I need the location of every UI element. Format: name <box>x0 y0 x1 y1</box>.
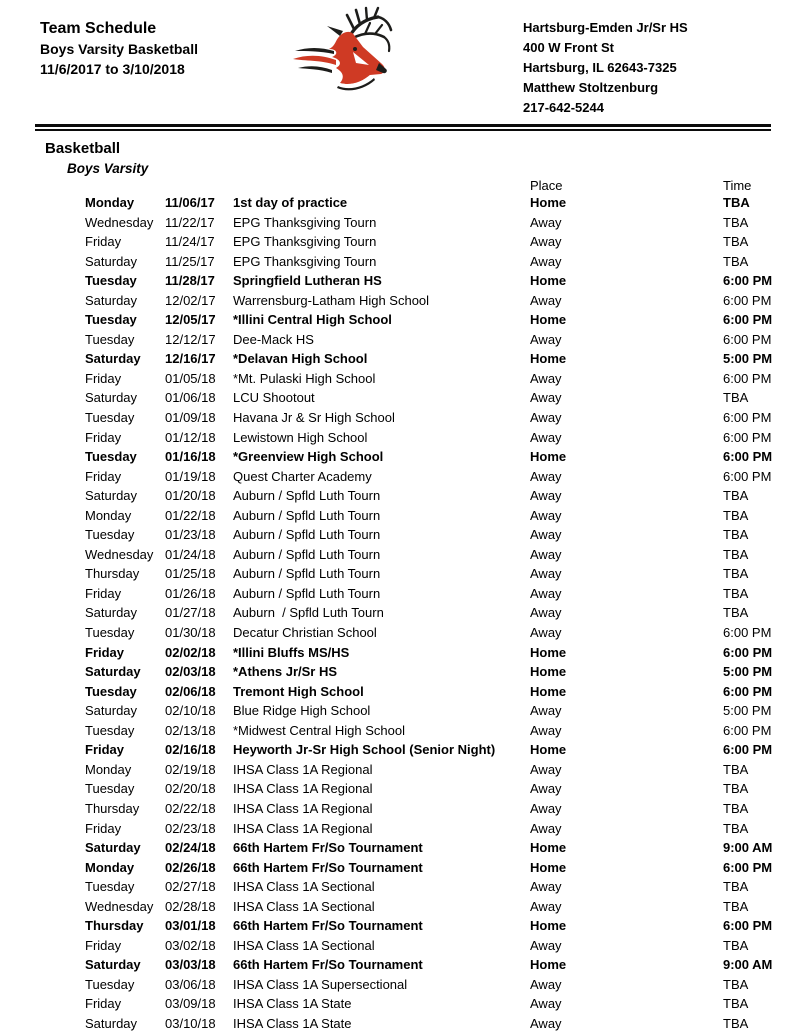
schedule-row <box>0 779 800 799</box>
row-day: Friday <box>85 742 125 758</box>
schedule-row <box>0 897 800 917</box>
stag-head-icon <box>293 6 393 92</box>
schedule-row <box>0 877 800 897</box>
row-time: 5:00 PM <box>723 703 772 719</box>
row-time: TBA <box>723 820 749 836</box>
row-day: Friday <box>85 996 122 1012</box>
row-time: 6:00 PM <box>723 429 772 445</box>
row-event: *Midwest Central High School <box>233 722 405 738</box>
row-time: 6:00 PM <box>723 312 773 328</box>
row-event: IHSA Class 1A Sectional <box>233 898 375 914</box>
row-day: Friday <box>85 644 125 660</box>
title-block <box>40 18 198 79</box>
row-date: 01/16/18 <box>165 449 216 465</box>
row-time: TBA <box>723 585 749 601</box>
row-event: 66th Hartem Fr/So Tournament <box>233 918 423 934</box>
row-date: 01/26/18 <box>165 585 216 601</box>
row-date: 02/26/18 <box>165 859 216 875</box>
row-day: Saturday <box>85 1015 138 1031</box>
row-time: TBA <box>723 605 749 621</box>
row-day: Wednesday <box>85 546 154 562</box>
row-event: *Illini Bluffs MS/HS <box>233 644 350 660</box>
row-day: Saturday <box>85 840 141 856</box>
row-event: 66th Hartem Fr/So Tournament <box>233 840 423 856</box>
row-date: 03/09/18 <box>165 996 216 1012</box>
schedule-row <box>0 271 800 291</box>
row-day: Tuesday <box>85 781 135 797</box>
row-day: Tuesday <box>85 527 135 543</box>
row-time: TBA <box>723 879 749 895</box>
phone-number: 217-642-5244 <box>523 100 604 115</box>
row-day: Tuesday <box>85 879 135 895</box>
row-place: Away <box>530 761 562 777</box>
row-time: TBA <box>723 566 749 582</box>
row-event: Tremont High School <box>233 683 364 699</box>
row-day: Saturday <box>85 351 141 367</box>
row-day: Wednesday <box>85 214 154 230</box>
row-place: Away <box>530 234 562 250</box>
row-time: TBA <box>723 781 749 797</box>
row-time: 6:00 PM <box>723 273 773 289</box>
row-event: Decatur Christian School <box>233 625 377 641</box>
schedule-row <box>0 1014 800 1034</box>
row-time: 6:00 PM <box>723 625 772 641</box>
schedule-row <box>0 291 800 311</box>
row-date: 03/06/18 <box>165 976 216 992</box>
row-day: Tuesday <box>85 449 137 465</box>
row-date: 12/05/17 <box>165 312 216 328</box>
row-time: 9:00 AM <box>723 957 773 973</box>
row-day: Tuesday <box>85 331 135 347</box>
row-event: IHSA Class 1A Supersectional <box>233 976 408 992</box>
row-event: EPG Thanksgiving Tourn <box>233 214 377 230</box>
row-day: Friday <box>85 234 122 250</box>
row-event: Auburn / Spfld Luth Tourn <box>233 488 381 504</box>
schedule-row <box>0 975 800 995</box>
row-place: Away <box>530 429 562 445</box>
row-day: Tuesday <box>85 722 135 738</box>
row-place: Away <box>530 390 562 406</box>
schedule-row <box>0 506 800 526</box>
row-day: Thursday <box>85 566 140 582</box>
row-day: Tuesday <box>85 410 135 426</box>
row-time: 6:00 PM <box>723 449 773 465</box>
row-time: 6:00 PM <box>723 370 772 386</box>
row-place: Away <box>530 214 562 230</box>
row-date: 03/01/18 <box>165 918 216 934</box>
row-place: Away <box>530 468 562 484</box>
row-time: TBA <box>723 1015 749 1031</box>
row-day: Tuesday <box>85 273 137 289</box>
row-event: 1st day of practice <box>233 195 348 210</box>
row-event: Auburn / Spfld Luth Tourn <box>233 566 381 582</box>
row-time: 5:00 PM <box>723 351 773 367</box>
row-time: 6:00 PM <box>723 918 773 934</box>
contact-name: Matthew Stoltzenburg <box>523 80 659 95</box>
row-time: TBA <box>723 996 749 1012</box>
row-time: TBA <box>723 800 749 816</box>
row-day: Friday <box>85 370 122 386</box>
schedule-table <box>0 178 800 1034</box>
row-day: Saturday <box>85 253 138 269</box>
schedule-row <box>0 193 800 213</box>
column-headers <box>0 178 800 193</box>
row-date: 01/05/18 <box>165 370 216 386</box>
row-day: Saturday <box>85 292 138 308</box>
schedule-row <box>0 232 800 252</box>
row-date: 01/30/18 <box>165 625 216 641</box>
row-event: Auburn / Spfld Luth Tourn <box>233 605 384 621</box>
row-date: 01/06/18 <box>165 390 216 406</box>
row-date: 01/09/18 <box>165 410 216 426</box>
stag-mascot-logo <box>293 6 393 92</box>
row-event: IHSA Class 1A Sectional <box>233 879 375 895</box>
row-day: Tuesday <box>85 683 137 699</box>
row-place: Away <box>530 410 562 426</box>
row-time: 6:00 PM <box>723 722 772 738</box>
row-date: 03/02/18 <box>165 937 216 953</box>
row-date: 11/25/17 <box>165 253 215 269</box>
row-date: 01/22/18 <box>165 507 216 523</box>
row-date: 02/27/18 <box>165 879 216 895</box>
row-day: Saturday <box>85 488 138 504</box>
row-day: Saturday <box>85 703 138 719</box>
header-divider <box>35 124 771 131</box>
row-place: Away <box>530 703 562 719</box>
row-place: Home <box>530 273 567 289</box>
row-day: Friday <box>85 585 122 601</box>
row-date: 01/25/18 <box>165 566 216 582</box>
row-time: TBA <box>723 488 749 504</box>
row-place: Home <box>530 351 567 367</box>
team-title: Boys Varsity <box>67 161 149 176</box>
row-place: Away <box>530 331 562 347</box>
row-event: *Delavan High School <box>233 351 368 367</box>
row-event: *Athens Jr/Sr HS <box>233 664 338 680</box>
row-event: 66th Hartem Fr/So Tournament <box>233 859 423 875</box>
row-day: Friday <box>85 820 122 836</box>
row-event: EPG Thanksgiving Tourn <box>233 234 377 250</box>
row-event: Auburn / Spfld Luth Tourn <box>233 546 381 562</box>
row-event: EPG Thanksgiving Tourn <box>233 253 377 269</box>
row-day: Monday <box>85 859 135 875</box>
row-event: IHSA Class 1A Sectional <box>233 937 375 953</box>
row-time: TBA <box>723 898 749 914</box>
row-place: Away <box>530 507 562 523</box>
row-date: 11/06/17 <box>165 195 215 210</box>
row-place: Home <box>530 742 567 758</box>
row-date: 02/02/18 <box>165 644 216 660</box>
row-time: 9:00 AM <box>723 840 773 856</box>
row-time: TBA <box>723 214 749 230</box>
row-place: Away <box>530 1015 562 1031</box>
schedule-row <box>0 349 800 369</box>
row-date: 02/24/18 <box>165 840 216 856</box>
row-event: 66th Hartem Fr/So Tournament <box>233 957 423 973</box>
row-place: Away <box>530 546 562 562</box>
schedule-row <box>0 545 800 565</box>
row-date: 02/23/18 <box>165 820 216 836</box>
row-event: IHSA Class 1A Regional <box>233 820 373 836</box>
schedule-row <box>0 564 800 584</box>
row-day: Thursday <box>85 800 140 816</box>
address-line-1: 400 W Front St <box>523 40 615 55</box>
row-date: 02/28/18 <box>165 898 216 914</box>
row-time: TBA <box>723 976 749 992</box>
row-day: Saturday <box>85 957 141 973</box>
row-time: TBA <box>723 390 749 406</box>
row-place: Away <box>530 292 562 308</box>
row-place: Away <box>530 527 562 543</box>
row-place: Away <box>530 566 562 582</box>
schedule-row <box>0 369 800 389</box>
row-day: Monday <box>85 761 132 777</box>
row-time: 6:00 PM <box>723 468 772 484</box>
row-date: 11/28/17 <box>165 273 215 289</box>
schedule-row <box>0 388 800 408</box>
row-day: Friday <box>85 937 122 953</box>
row-time: 6:00 PM <box>723 683 773 699</box>
row-date: 03/10/18 <box>165 1015 216 1031</box>
row-event: Blue Ridge High School <box>233 703 371 719</box>
row-event: Quest Charter Academy <box>233 468 372 484</box>
row-place: Home <box>530 664 567 680</box>
row-date: 02/20/18 <box>165 781 216 797</box>
row-time: TBA <box>723 234 749 250</box>
row-place: Away <box>530 722 562 738</box>
row-date: 02/06/18 <box>165 683 216 699</box>
row-place: Home <box>530 840 567 856</box>
row-place: Home <box>530 683 567 699</box>
row-event: IHSA Class 1A Regional <box>233 800 373 816</box>
row-date: 02/22/18 <box>165 800 216 816</box>
row-date: 11/24/17 <box>165 234 215 250</box>
row-date: 12/16/17 <box>165 351 216 367</box>
schedule-row <box>0 916 800 936</box>
row-place: Away <box>530 937 562 953</box>
schedule-row <box>0 330 800 350</box>
schedule-row <box>0 799 800 819</box>
date-range: 11/6/2017 to 3/10/2018 <box>40 61 185 77</box>
row-date: 03/03/18 <box>165 957 216 973</box>
row-place: Home <box>530 918 567 934</box>
row-place: Away <box>530 800 562 816</box>
row-place: Away <box>530 585 562 601</box>
schedule-row <box>0 760 800 780</box>
row-place: Away <box>530 898 562 914</box>
row-time: TBA <box>723 761 749 777</box>
row-day: Saturday <box>85 605 138 621</box>
row-day: Monday <box>85 195 135 210</box>
row-place: Home <box>530 449 567 465</box>
row-time: 6:00 PM <box>723 644 773 660</box>
schedule-row <box>0 858 800 878</box>
schedule-row <box>0 213 800 233</box>
schedule-row <box>0 310 800 330</box>
row-date: 01/27/18 <box>165 605 216 621</box>
row-time: 6:00 PM <box>723 331 772 347</box>
row-event: Springfield Lutheran HS <box>233 273 382 289</box>
row-day: Saturday <box>85 664 141 680</box>
row-day: Wednesday <box>85 898 154 914</box>
row-date: 01/23/18 <box>165 527 216 543</box>
row-time: 6:00 PM <box>723 859 773 875</box>
row-day: Tuesday <box>85 625 135 641</box>
schedule-row <box>0 408 800 428</box>
row-place: Away <box>530 370 562 386</box>
row-event: Dee-Mack HS <box>233 331 314 347</box>
schedule-row <box>0 819 800 839</box>
schedule-row <box>0 740 800 760</box>
address-line-2: Hartsburg, IL 62643-7325 <box>523 60 677 75</box>
row-event: *Greenview High School <box>233 449 384 465</box>
row-date: 02/03/18 <box>165 664 216 680</box>
row-time: TBA <box>723 507 749 523</box>
row-time: 6:00 PM <box>723 742 773 758</box>
row-place: Away <box>530 625 562 641</box>
row-day: Saturday <box>85 390 138 406</box>
row-event: *Illini Central High School <box>233 312 392 328</box>
row-date: 01/12/18 <box>165 429 216 445</box>
schedule-row <box>0 603 800 623</box>
school-name: Hartsburg-Emden Jr/Sr HS <box>523 20 688 35</box>
schedule-row <box>0 447 800 467</box>
time-column-header: Time <box>723 178 752 193</box>
schedule-row <box>0 643 800 663</box>
schedule-row <box>0 701 800 721</box>
row-time: TBA <box>723 937 749 953</box>
schedule-row <box>0 936 800 956</box>
row-time: TBA <box>723 546 749 562</box>
row-day: Thursday <box>85 918 144 934</box>
row-event: IHSA Class 1A Regional <box>233 781 373 797</box>
row-date: 12/02/17 <box>165 292 216 308</box>
row-time: TBA <box>723 253 749 269</box>
schedule-row <box>0 682 800 702</box>
row-event: IHSA Class 1A State <box>233 996 352 1012</box>
row-event: Lewistown High School <box>233 429 368 445</box>
row-date: 12/12/17 <box>165 331 216 347</box>
schedule-row <box>0 662 800 682</box>
row-event: IHSA Class 1A State <box>233 1015 352 1031</box>
row-place: Away <box>530 820 562 836</box>
row-event: *Mt. Pulaski High School <box>233 370 376 386</box>
row-time: 6:00 PM <box>723 292 772 308</box>
row-place: Away <box>530 488 562 504</box>
row-date: 02/10/18 <box>165 703 216 719</box>
schedule-row <box>0 721 800 741</box>
row-place: Home <box>530 312 567 328</box>
row-place: Home <box>530 957 567 973</box>
row-date: 02/19/18 <box>165 761 216 777</box>
row-event: Auburn / Spfld Luth Tourn <box>233 527 381 543</box>
row-event: Warrensburg-Latham High School <box>233 292 430 308</box>
row-date: 01/19/18 <box>165 468 216 484</box>
schedule-row <box>0 467 800 487</box>
row-place: Away <box>530 253 562 269</box>
row-event: IHSA Class 1A Regional <box>233 761 373 777</box>
row-place: Home <box>530 859 567 875</box>
row-time: TBA <box>723 195 750 210</box>
document-title: Team Schedule <box>40 20 157 37</box>
row-date: 02/16/18 <box>165 742 216 758</box>
row-place: Away <box>530 605 562 621</box>
schedule-row <box>0 838 800 858</box>
row-date: 11/22/17 <box>165 214 215 230</box>
schedule-row <box>0 525 800 545</box>
schedule-row <box>0 623 800 643</box>
row-day: Monday <box>85 507 132 523</box>
row-event: Auburn / Spfld Luth Tourn <box>233 585 381 601</box>
row-place: Away <box>530 976 562 992</box>
document-subtitle: Boys Varsity Basketball <box>40 41 198 57</box>
row-place: Away <box>530 996 562 1012</box>
row-day: Tuesday <box>85 312 137 328</box>
schedule-row <box>0 584 800 604</box>
row-place: Away <box>530 781 562 797</box>
row-time: 5:00 PM <box>723 664 773 680</box>
row-event: Havana Jr & Sr High School <box>233 410 395 426</box>
schedule-row <box>0 252 800 272</box>
row-date: 01/20/18 <box>165 488 216 504</box>
row-time: 6:00 PM <box>723 410 772 426</box>
row-event: LCU Shootout <box>233 390 315 406</box>
schedule-rows <box>0 193 800 1034</box>
row-event: Auburn / Spfld Luth Tourn <box>233 507 381 523</box>
row-day: Tuesday <box>85 976 135 992</box>
place-column-header: Place <box>530 178 563 193</box>
contact-block <box>523 18 688 118</box>
row-time: TBA <box>723 527 749 543</box>
row-date: 02/13/18 <box>165 722 216 738</box>
row-date: 01/24/18 <box>165 546 216 562</box>
row-place: Away <box>530 879 562 895</box>
schedule-row <box>0 486 800 506</box>
sport-title: Basketball <box>45 140 121 157</box>
schedule-row <box>0 428 800 448</box>
schedule-row <box>0 994 800 1014</box>
row-day: Friday <box>85 429 122 445</box>
row-place: Home <box>530 195 567 210</box>
schedule-row <box>0 955 800 975</box>
row-place: Home <box>530 644 567 660</box>
row-event: Heyworth Jr-Sr High School (Senior Night) <box>233 742 496 758</box>
row-day: Friday <box>85 468 122 484</box>
